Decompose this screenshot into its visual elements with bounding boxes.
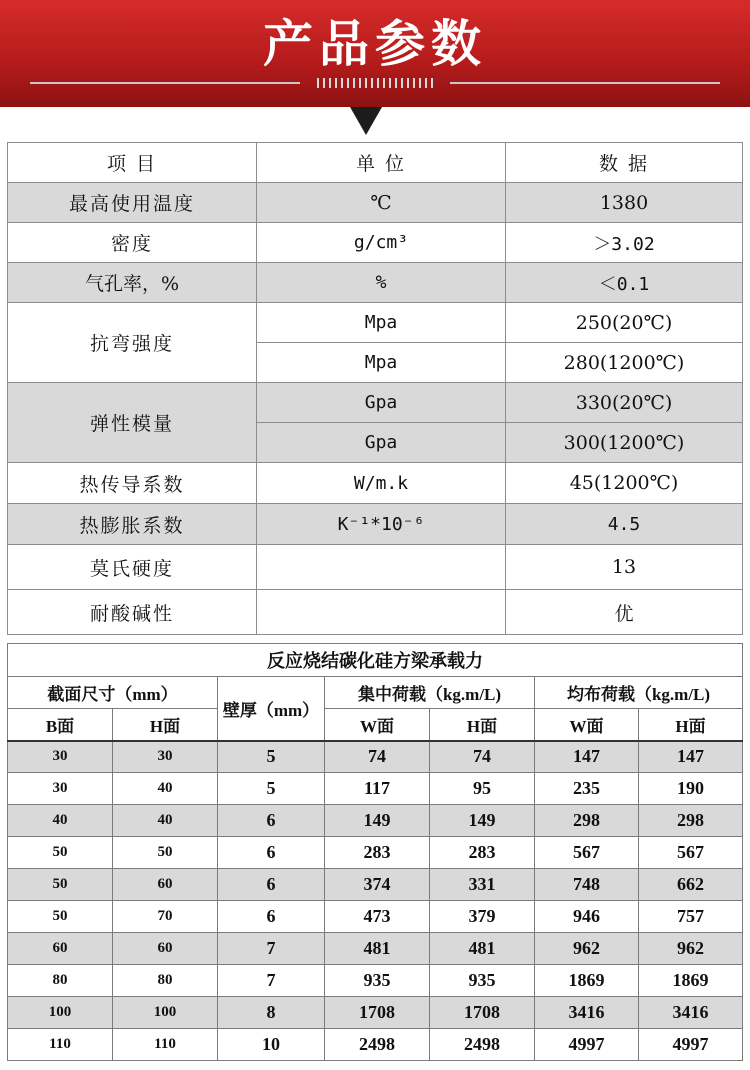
row-value: ＜0.1 — [506, 263, 743, 303]
table-row — [8, 183, 743, 223]
unif-h-cell: 757 — [639, 901, 743, 933]
unif-h-cell: 190 — [639, 773, 743, 805]
h-face-cell: 30 — [113, 741, 218, 773]
b-face-cell: 30 — [8, 741, 113, 773]
h-face-cell: 40 — [113, 805, 218, 837]
table-row — [8, 869, 743, 901]
unif-h-cell: 662 — [639, 869, 743, 901]
header-w-face: W面 — [535, 709, 639, 741]
header-banner — [0, 0, 750, 107]
b-face-cell: 80 — [8, 965, 113, 997]
conc-w-cell: 149 — [325, 805, 430, 837]
load-table-title-row — [8, 644, 743, 677]
table-row — [8, 463, 743, 504]
h-face-cell: 40 — [113, 773, 218, 805]
banner-divider-left — [30, 82, 300, 84]
row-label: 莫氏硬度 — [8, 545, 257, 590]
wall-cell: 10 — [218, 1029, 325, 1061]
row-value: 4.5 — [506, 504, 743, 545]
row-label: 耐酸碱性 — [8, 590, 257, 635]
unif-h-cell: 4997 — [639, 1029, 743, 1061]
row-unit: g/cm³ — [257, 223, 506, 263]
load-table — [7, 643, 743, 1061]
row-label: 热传导系数 — [8, 463, 257, 504]
unif-w-cell: 1869 — [535, 965, 639, 997]
load-table-body — [8, 741, 743, 1061]
row-unit — [257, 590, 506, 635]
conc-w-cell: 935 — [325, 965, 430, 997]
unif-w-cell: 3416 — [535, 997, 639, 1029]
unif-w-cell: 748 — [535, 869, 639, 901]
page-title: 产品参数 — [263, 14, 487, 73]
conc-h-cell: 331 — [430, 869, 535, 901]
row-unit: Gpa — [257, 423, 506, 463]
unif-w-cell: 298 — [535, 805, 639, 837]
unif-w-cell: 235 — [535, 773, 639, 805]
table-row — [8, 223, 743, 263]
header-uniform: 均布荷载（kg.m/L) — [535, 677, 743, 709]
row-unit: Mpa — [257, 343, 506, 383]
b-face-cell: 30 — [8, 773, 113, 805]
unif-h-cell: 147 — [639, 741, 743, 773]
wall-cell: 7 — [218, 933, 325, 965]
unif-w-cell: 567 — [535, 837, 639, 869]
wall-cell: 5 — [218, 773, 325, 805]
row-unit: Mpa — [257, 303, 506, 343]
row-unit: Gpa — [257, 383, 506, 423]
load-header-row — [8, 677, 743, 709]
conc-w-cell: 374 — [325, 869, 430, 901]
table-row — [8, 997, 743, 1029]
params-table — [7, 142, 743, 635]
unif-w-cell: 4997 — [535, 1029, 639, 1061]
conc-h-cell: 935 — [430, 965, 535, 997]
wall-cell: 7 — [218, 965, 325, 997]
conc-h-cell: 283 — [430, 837, 535, 869]
b-face-cell: 60 — [8, 933, 113, 965]
unif-h-cell: 567 — [639, 837, 743, 869]
row-label: 热膨胀系数 — [8, 504, 257, 545]
wall-cell: 6 — [218, 805, 325, 837]
row-value: ＞3.02 — [506, 223, 743, 263]
conc-w-cell: 2498 — [325, 1029, 430, 1061]
conc-h-cell: 74 — [430, 741, 535, 773]
table-row — [8, 901, 743, 933]
banner-ornament — [300, 77, 450, 89]
row-value: 1380 — [506, 183, 743, 223]
wall-cell: 6 — [218, 869, 325, 901]
table-row — [8, 590, 743, 635]
row-label: 密度 — [8, 223, 257, 263]
table-row — [8, 805, 743, 837]
row-unit: K⁻¹*10⁻⁶ — [257, 504, 506, 545]
row-label: 最高使用温度 — [8, 183, 257, 223]
b-face-cell: 40 — [8, 805, 113, 837]
header-concentrated: 集中荷载（kg.m/L) — [325, 677, 535, 709]
wall-cell: 8 — [218, 997, 325, 1029]
header-section: 截面尺寸（mm） — [8, 677, 218, 709]
header-h-face: H面 — [639, 709, 743, 741]
row-label: 抗弯强度 — [8, 303, 257, 383]
table-row — [8, 303, 743, 343]
h-face-cell: 60 — [113, 869, 218, 901]
conc-w-cell: 481 — [325, 933, 430, 965]
table-row — [8, 1029, 743, 1061]
row-unit — [257, 545, 506, 590]
header-item: 项 目 — [8, 143, 257, 183]
row-value: 300(1200℃) — [506, 423, 743, 463]
b-face-cell: 50 — [8, 837, 113, 869]
table-row — [8, 383, 743, 423]
unif-h-cell: 962 — [639, 933, 743, 965]
conc-h-cell: 1708 — [430, 997, 535, 1029]
h-face-cell: 110 — [113, 1029, 218, 1061]
conc-h-cell: 2498 — [430, 1029, 535, 1061]
row-unit: ℃ — [257, 183, 506, 223]
row-value: 330(20℃) — [506, 383, 743, 423]
banner-divider-right — [450, 82, 720, 84]
wall-cell: 6 — [218, 901, 325, 933]
table-row — [8, 773, 743, 805]
conc-w-cell: 283 — [325, 837, 430, 869]
unif-w-cell: 147 — [535, 741, 639, 773]
header-unit: 单 位 — [257, 143, 506, 183]
load-table-title: 反应烧结碳化硅方梁承载力 — [8, 644, 743, 677]
h-face-cell: 60 — [113, 933, 218, 965]
header-w-face: W面 — [325, 709, 430, 741]
unif-h-cell: 298 — [639, 805, 743, 837]
conc-w-cell: 473 — [325, 901, 430, 933]
conc-w-cell: 74 — [325, 741, 430, 773]
table-row — [8, 545, 743, 590]
row-unit: W/m.k — [257, 463, 506, 504]
b-face-cell: 50 — [8, 869, 113, 901]
h-face-cell: 80 — [113, 965, 218, 997]
conc-h-cell: 379 — [430, 901, 535, 933]
row-label: 气孔率，% — [8, 263, 257, 303]
unif-w-cell: 946 — [535, 901, 639, 933]
row-unit: % — [257, 263, 506, 303]
unif-w-cell: 962 — [535, 933, 639, 965]
header-h-face: H面 — [113, 709, 218, 741]
row-value: 优 — [506, 590, 743, 635]
table-row — [8, 741, 743, 773]
table-row — [8, 504, 743, 545]
row-value: 250(20℃) — [506, 303, 743, 343]
table-row — [8, 263, 743, 303]
header-h-face: H面 — [430, 709, 535, 741]
b-face-cell: 50 — [8, 901, 113, 933]
unif-h-cell: 1869 — [639, 965, 743, 997]
params-header-row — [8, 143, 743, 183]
unif-h-cell: 3416 — [639, 997, 743, 1029]
wall-cell: 5 — [218, 741, 325, 773]
header-b-face: B面 — [8, 709, 113, 741]
table-row — [8, 837, 743, 869]
conc-h-cell: 481 — [430, 933, 535, 965]
conc-h-cell: 95 — [430, 773, 535, 805]
wall-cell: 6 — [218, 837, 325, 869]
table-row — [8, 933, 743, 965]
h-face-cell: 70 — [113, 901, 218, 933]
header-data: 数 据 — [506, 143, 743, 183]
down-arrow-icon — [350, 107, 382, 135]
load-subheader-row — [8, 709, 743, 741]
row-value: 280(1200℃) — [506, 343, 743, 383]
row-value: 13 — [506, 545, 743, 590]
header-wall: 壁厚（mm） — [218, 677, 325, 741]
h-face-cell: 100 — [113, 997, 218, 1029]
table-row — [8, 965, 743, 997]
h-face-cell: 50 — [113, 837, 218, 869]
conc-h-cell: 149 — [430, 805, 535, 837]
b-face-cell: 110 — [8, 1029, 113, 1061]
row-value: 45(1200℃) — [506, 463, 743, 504]
b-face-cell: 100 — [8, 997, 113, 1029]
row-label: 弹性模量 — [8, 383, 257, 463]
conc-w-cell: 1708 — [325, 997, 430, 1029]
conc-w-cell: 117 — [325, 773, 430, 805]
